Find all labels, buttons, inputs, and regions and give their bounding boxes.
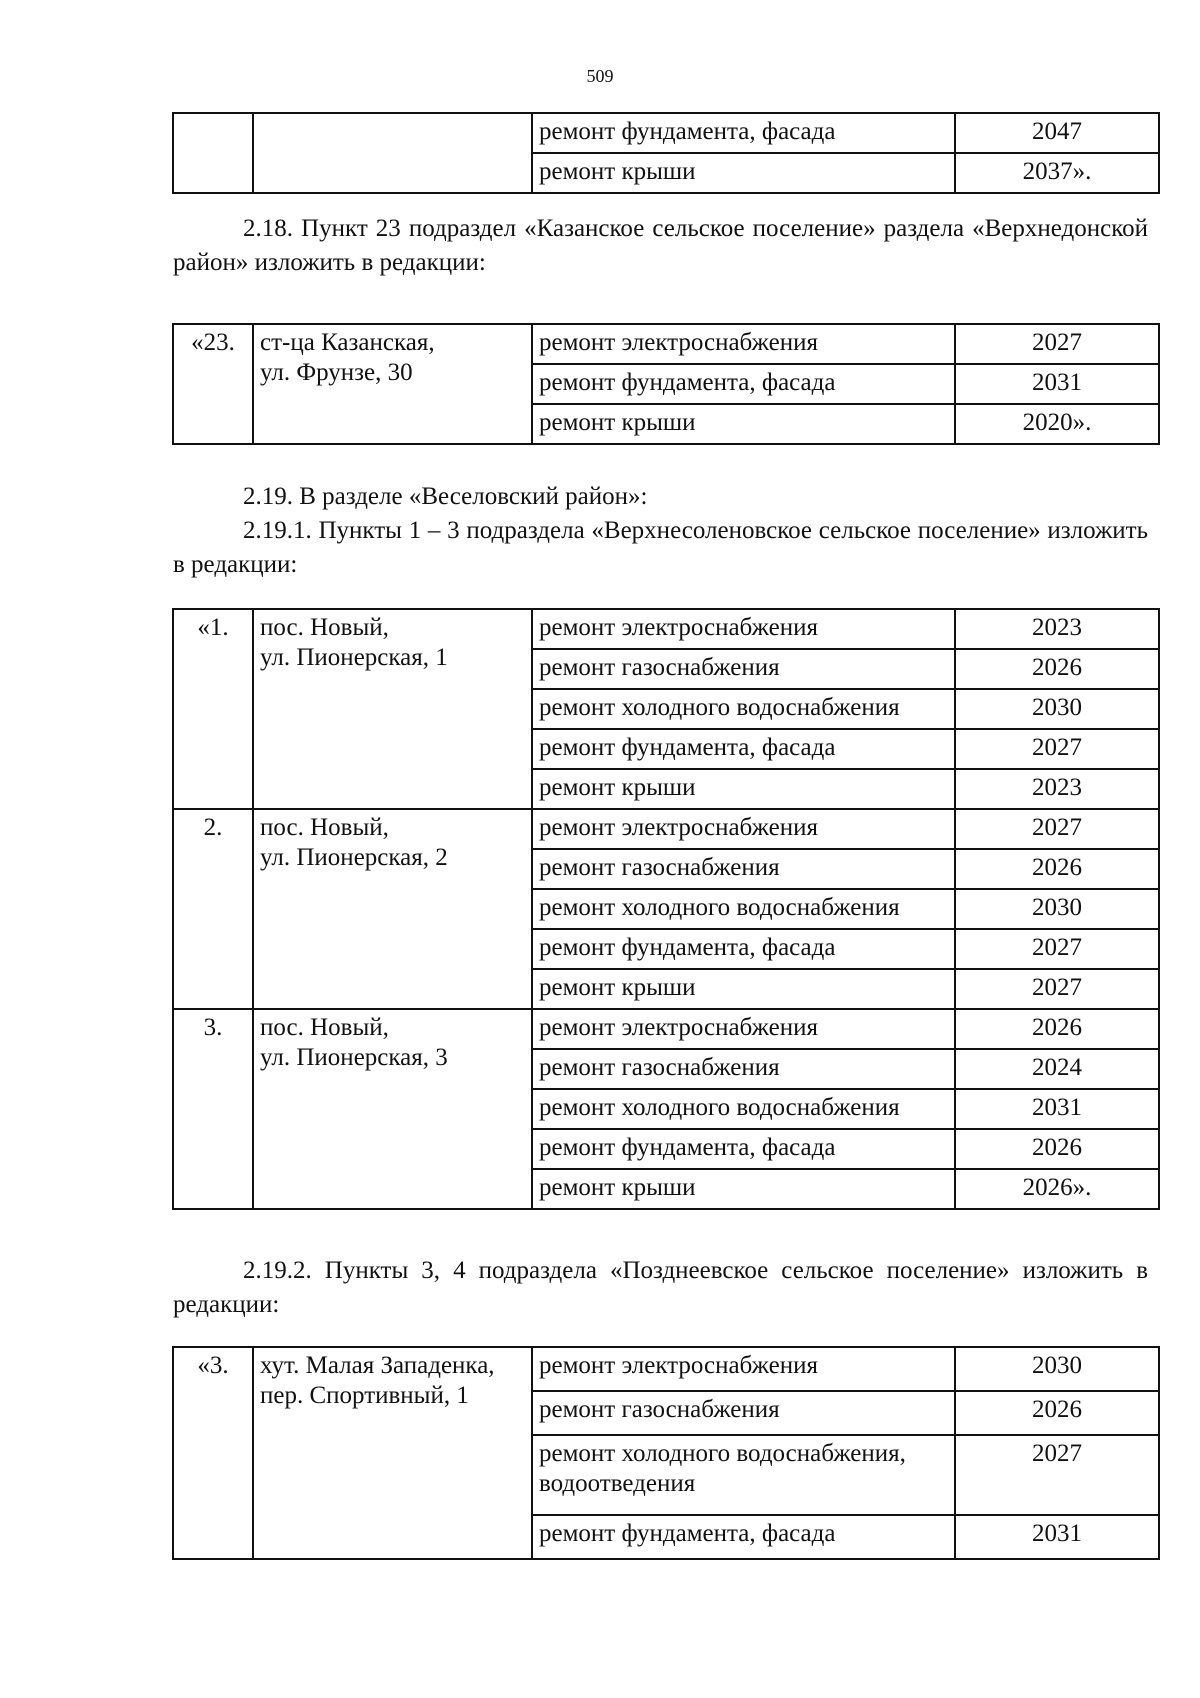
kazanskoe-table [172, 323, 1160, 445]
work-cell: ремонт электроснабжения [532, 609, 955, 649]
paragraph-text: 2.18. Пункт 23 подраздел «Казанское сельское поселение» раздела «Верхнедонской район» изложить в редакции: [173, 215, 1148, 276]
work-cell: ремонт крыши [532, 769, 955, 809]
address-cell [253, 809, 532, 1009]
address-line-2: ул. Фрунзе, 30 [260, 359, 413, 386]
work-cell: ремонт холодного водоснабжения [532, 1089, 955, 1129]
work-cell: ремонт холодного водоснабжения [532, 889, 955, 929]
address-cell [253, 113, 532, 193]
year-cell: 2026». [955, 1169, 1159, 1209]
work-cell: ремонт крыши [532, 969, 955, 1009]
paragraph-2-19-2 [173, 1254, 1148, 1322]
work-cell: ремонт электроснабжения [532, 324, 955, 364]
row-number-cell [173, 113, 253, 193]
verkhnesolenovskoe-table [172, 608, 1160, 1210]
address-line-1: хут. Малая Западенка, [260, 1352, 495, 1379]
page-number: 509 [586, 66, 614, 86]
work-cell: ремонт фундамента, фасада [532, 113, 955, 153]
year-cell: 2026 [955, 649, 1159, 689]
address-cell [253, 1347, 532, 1559]
work-cell: ремонт электроснабжения [532, 1347, 955, 1391]
work-cell: ремонт газоснабжения [532, 1391, 955, 1435]
table-row [173, 809, 1159, 849]
address-line-2: ул. Пионерская, 2 [260, 844, 448, 871]
table-row [173, 113, 1159, 153]
table-row [173, 324, 1159, 364]
work-cell: ремонт холодного водоснабжения [532, 689, 955, 729]
year-cell: 2026 [955, 1009, 1159, 1049]
year-cell: 2037». [955, 153, 1159, 193]
work-cell: ремонт крыши [532, 1169, 955, 1209]
address-line-2: ул. Пионерская, 1 [260, 644, 448, 671]
row-number-cell: «23. [173, 324, 253, 444]
paragraph-2-19-1 [173, 514, 1148, 582]
address-line-2: ул. Пионерская, 3 [260, 1044, 448, 1071]
year-cell: 2030 [955, 1347, 1159, 1391]
paragraph-text: 2.19.2. Пункты 3, 4 подраздела «Позднеевское сельское поселение» изложить в редакции: [173, 1257, 1148, 1318]
year-cell: 2026 [955, 1391, 1159, 1435]
address-line-1: пос. Новый, [260, 614, 389, 641]
work-cell: ремонт электроснабжения [532, 809, 955, 849]
year-cell: 2031 [955, 1515, 1159, 1559]
row-number-cell: «3. [173, 1347, 253, 1559]
work-cell: ремонт фундамента, фасада [532, 1515, 955, 1559]
year-cell: 2026 [955, 1129, 1159, 1169]
work-cell: ремонт фундамента, фасада [532, 729, 955, 769]
year-cell: 2020». [955, 404, 1159, 444]
paragraph-text: 2.19.1. Пункты 1 – 3 подраздела «Верхнесоленовское сельское поселение» изложить в редакции: [173, 517, 1148, 578]
year-cell: 2031 [955, 1089, 1159, 1129]
year-cell: 2030 [955, 889, 1159, 929]
paragraph-2-19 [173, 480, 1148, 514]
work-cell: ремонт электроснабжения [532, 1009, 955, 1049]
year-cell: 2024 [955, 1049, 1159, 1089]
year-cell: 2027 [955, 1435, 1159, 1515]
row-number-cell: 3. [173, 1009, 253, 1209]
year-cell: 2023 [955, 609, 1159, 649]
address-line-1: ст-ца Казанская, [260, 329, 435, 356]
year-cell: 2027 [955, 929, 1159, 969]
work-cell: ремонт фундамента, фасада [532, 929, 955, 969]
address-cell [253, 324, 532, 444]
year-cell: 2027 [955, 729, 1159, 769]
year-cell: 2027 [955, 324, 1159, 364]
pozdneevskoe-table [172, 1346, 1160, 1560]
table-row [173, 1347, 1159, 1391]
address-line-1: пос. Новый, [260, 1014, 389, 1041]
year-cell: 2023 [955, 769, 1159, 809]
work-cell: ремонт холодного водоснабжения, водоотведения [532, 1435, 955, 1515]
year-cell: 2027 [955, 969, 1159, 1009]
address-cell [253, 609, 532, 809]
paragraph-text: 2.19. В разделе «Веселовский район»: [243, 483, 648, 510]
work-cell: ремонт газоснабжения [532, 849, 955, 889]
year-cell: 2027 [955, 809, 1159, 849]
work-cell: ремонт крыши [532, 153, 955, 193]
year-cell: 2047 [955, 113, 1159, 153]
address-cell [253, 1009, 532, 1209]
table-row [173, 1009, 1159, 1049]
work-cell: ремонт газоснабжения [532, 1049, 955, 1089]
row-number-cell: 2. [173, 809, 253, 1009]
work-cell: ремонт крыши [532, 404, 955, 444]
address-line-1: пос. Новый, [260, 814, 389, 841]
paragraph-2-18 [173, 212, 1148, 280]
year-cell: 2031 [955, 364, 1159, 404]
work-cell: ремонт фундамента, фасада [532, 364, 955, 404]
continuation-table [172, 112, 1160, 194]
row-number-cell: «1. [173, 609, 253, 809]
table-row [173, 609, 1159, 649]
year-cell: 2026 [955, 849, 1159, 889]
work-cell: ремонт газоснабжения [532, 649, 955, 689]
year-cell: 2030 [955, 689, 1159, 729]
address-line-2: пер. Спортивный, 1 [260, 1382, 469, 1409]
work-cell: ремонт фундамента, фасада [532, 1129, 955, 1169]
